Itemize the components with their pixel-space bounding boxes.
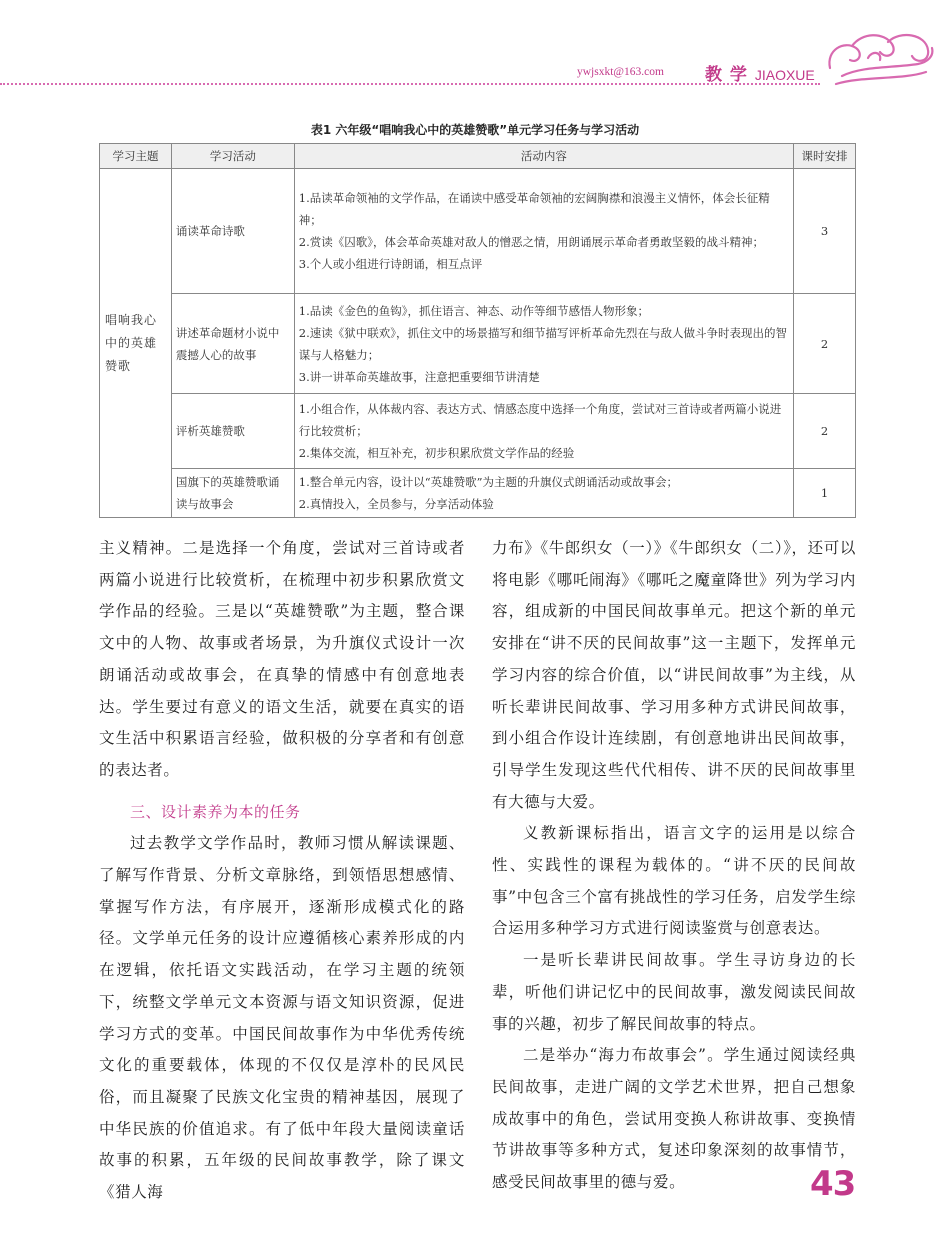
left-paragraph-1: 主义精神。二是选择一个角度，尝试对三首诗或者两篇小说进行比较赏析，在梳理中初步积累欣赏文学作品的经验。三是以“英雄赞歌”为主题，整合课文中的人物、故事或者场景，为升旗仪式设计一次朗诵活动或故事会，在真挚的情感中有创意地表达。学生要过有意义的语文生活，就要在真实的语文生活中积累语言经验，做积极的分享者和有创意的表达者。: [99, 539, 465, 779]
header-dotted-rule: [0, 83, 820, 85]
journal-email: ywjsxkt@163.com: [577, 66, 664, 78]
section-title-cn: 教 学: [705, 65, 748, 85]
header-hours: 课时安排: [794, 144, 856, 169]
content-item: 1.整合单元内容，设计以“英雄赞歌”为主题的升旗仪式朗诵活动或故事会；: [298, 475, 678, 489]
learning-tasks-table: [99, 143, 856, 518]
theme-cell: 唱响我心中的英雄赞歌: [100, 169, 172, 518]
right-paragraph-1: 力布》《牛郎织女（一）》《牛郎织女（二）》，还可以将电影《哪吒闹海》《哪吒之魔童降世》列为学习内容，组成新的中国民间故事单元。把这个新的单元安排在“讲不厌的民间故事”这一主题下，发挥单元学习内容的综合价值，以“讲民间故事”为主线，从听长辈讲民间故事、学习用多种方式讲民间故事，到小组合作设计连续剧，有创意地讲出民间故事，引导学生发现这些代代相传、讲不厌的民间故事里有大德与大爱。: [492, 539, 856, 811]
left-column: [99, 533, 465, 1209]
table-caption: 表1 六年级“唱响我心中的英雄赞歌”单元学习任务与学习活动: [310, 123, 640, 137]
right-paragraph-2: 义教新课标指出，语言文字的运用是以综合性、实践性的课程为载体的。“讲不厌的民间故事”中包含三个富有挑战性的学习任务，启发学生综合运用多种学习方式进行阅读鉴赏与创意表达。: [492, 824, 856, 938]
table-row: [100, 169, 856, 294]
table-row: [100, 469, 856, 518]
content-cell: [294, 294, 793, 394]
hours-cell: 2: [794, 394, 856, 469]
content-item: 2.赏读《囚歌》，体会革命英雄对敌人的憎恶之情，用朗诵展示革命者勇敢坚毅的战斗精神；: [298, 235, 764, 249]
page-header: [0, 0, 950, 90]
table-row: [100, 394, 856, 469]
activity-cell: 讲述革命题材小说中震撼人心的故事: [171, 294, 294, 394]
table-row: [100, 294, 856, 394]
page-number: 43: [810, 1164, 856, 1204]
content-item: 1.小组合作，从体裁内容、表达方式、情感态度中选择一个角度，尝试对三首诗或者两篇小说进行比较赏析；: [298, 402, 782, 438]
activity-cell: 评析英雄赞歌: [171, 394, 294, 469]
hours-cell: 3: [794, 169, 856, 294]
hours-cell: 1: [794, 469, 856, 518]
content-item: 2.真情投入，全员参与，分享活动体验: [298, 497, 494, 511]
header-theme: 学习主题: [100, 144, 172, 169]
decorative-swirl-icon: [822, 28, 940, 90]
content-item: 2.集体交流，相互补充，初步积累欣赏文学作品的经验: [298, 446, 575, 460]
right-paragraph-4: 二是举办“海力布故事会”。学生通过阅读经典民间故事，走进广阔的文学艺术世界，把自己想象成故事中的角色，尝试用变换人称讲故事、变换情节讲故事等多种方式，复述印象深刻的故事情节，感受民间故事里的德与爱。: [492, 1046, 856, 1192]
content-cell: [294, 169, 793, 294]
header-activity: 学习活动: [171, 144, 294, 169]
content-item: 1.品读《金色的鱼钩》，抓住语言、神态、动作等细节感悟人物形象；: [298, 303, 649, 318]
left-paragraph-2: 过去教学文学作品时，教师习惯从解读课题、了解写作背景、分析文章脉络，到领悟思想感情、掌握写作方法，有序展开，逐渐形成模式化的路径。文学单元任务的设计应遵循核心素养形成的内在逻辑，依托语文实践活动，在学习主题的统领下，统整文学单元文本资源与语文知识资源，促进学习方式的变革。中国民间故事作为中华优秀传统文化的重要载体，体现的不仅仅是淳朴的民风民俗，而且凝聚了民族文化宝贵的精神基因，展现了中华民族的价值追求。有了低中年段大量阅读童话故事的积累，五年级的民间故事教学，除了课文《猎人海: [99, 834, 465, 1202]
table-header-row: [100, 144, 856, 169]
right-paragraph-3: 一是听长辈讲民间故事。学生寻访身边的长辈，听他们讲记忆中的民间故事，激发阅读民间故事的兴趣，初步了解民间故事的特点。: [492, 951, 856, 1033]
section-title: [705, 60, 815, 85]
content-item: 3.讲一讲革命英雄故事，注意把重要细节讲清楚: [298, 369, 540, 384]
activity-cell: 诵读革命诗歌: [171, 169, 294, 294]
content-cell: [294, 394, 793, 469]
section-title-en: JIAOXUE: [754, 67, 815, 83]
content-item: 2.速读《狱中联欢》，抓住文中的场景描写和细节描写评析革命先烈在与敌人做斗争时表现出的智谋与人格魅力；: [298, 325, 787, 362]
content-item: 1.品读革命领袖的文学作品，在诵读中感受革命领袖的宏阔胸襟和浪漫主义情怀，体会长征精神；: [298, 191, 770, 227]
hours-cell: 2: [794, 294, 856, 394]
content-cell: [294, 469, 793, 518]
header-content: 活动内容: [294, 144, 793, 169]
content-item: 3.个人或小组进行诗朗诵，相互点评: [298, 257, 483, 271]
activity-cell: 国旗下的英雄赞歌诵读与故事会: [171, 469, 294, 518]
right-column: [492, 533, 856, 1199]
section-heading: 三、设计素养为本的任务: [130, 802, 301, 821]
